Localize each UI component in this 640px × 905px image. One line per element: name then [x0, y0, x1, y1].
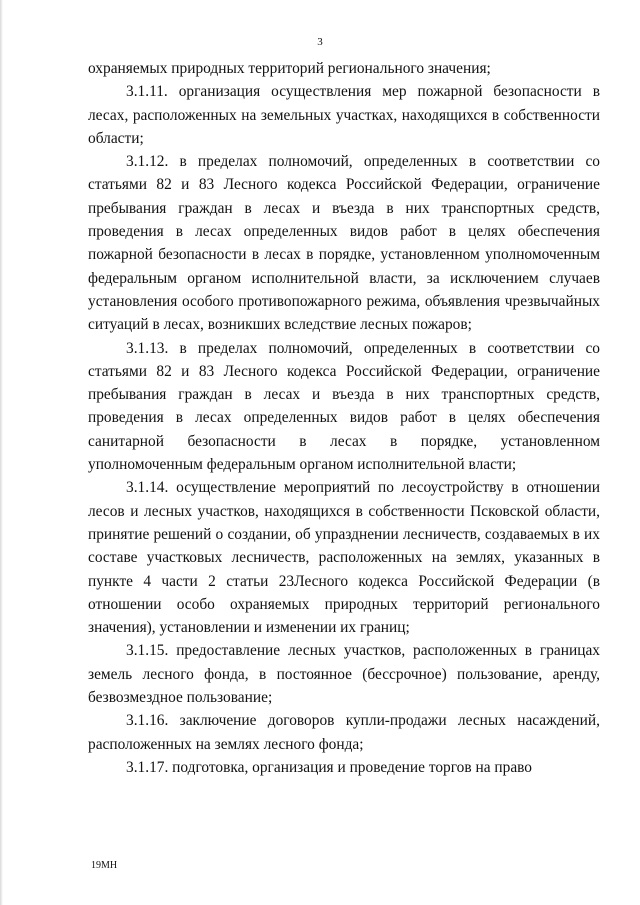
paragraph-3-1-11: 3.1.11. организация осуществления мер пожарной безопасности в лесах, расположенных на земельных участках, находящихся в собственности области; [88, 83, 600, 147]
page-number: 3 [317, 36, 323, 48]
paragraph-3-1-13: 3.1.13. в пределах полномочий, определенных в соответствии со статьями 82 и 83 Лесного кодекса Российской Федерации, ограничение пребывания граждан в лесах и въезда в них транспортных средств, проведения в лесах определенных видов работ в целях обеспечения санитарной безопасности в лесах в порядке, установленном уполномоченным федеральным органом исполнительной власти; [88, 339, 600, 474]
scan-edge [0, 0, 3, 905]
paragraph-3-1-12: 3.1.12. в пределах полномочий, определенных в соответствии со статьями 82 и 83 Лесного кодекса Российской Федерации, ограничение пребывания граждан в лесах и въезда в них транспортных средств, проведения в лесах определенных видов работ в целях обеспечения пожарной безопасности в лесах в порядке, установленном уполномоченным федеральным органом исполнительной власти, за исключением случаев установления особого противопожарного режима, объявления чрезвычайных ситуаций в лесах, возникших вследствие лесных пожаров; [88, 153, 600, 334]
footer-code: 19МН [91, 860, 118, 871]
document-body [88, 57, 600, 779]
paragraph-continuation: охраняемых природных территорий регионального значения; [88, 60, 491, 77]
paragraph-3-1-15: 3.1.15. предоставление лесных участков, расположенных в границах земель лесного фонда, в постоянное (бессрочное) пользование, аренду, безвозмездное пользование; [88, 642, 600, 707]
paragraph-3-1-14: 3.1.14. осуществление мероприятий по лесоустройству в отношении лесов и лесных участков, находящихся в собственности Псковской области, принятие решений о создании, об упразднении лесничеств, создаваемых в их составе участковых лесничеств, расположенных на землях, указанных в пункте 4 части 2 статьи 23Лесного кодекса Российской Федерации (в отношении особо охраняемых природных территорий регионального значения), установлении и изменении их границ; [88, 479, 600, 637]
paragraph-3-1-17: 3.1.17. подготовка, организация и проведение торгов на право [126, 758, 533, 776]
paragraph-3-1-16: 3.1.16. заключение договоров купли-продажи лесных насаждений, расположенных на землях лесного фонда; [88, 712, 600, 753]
